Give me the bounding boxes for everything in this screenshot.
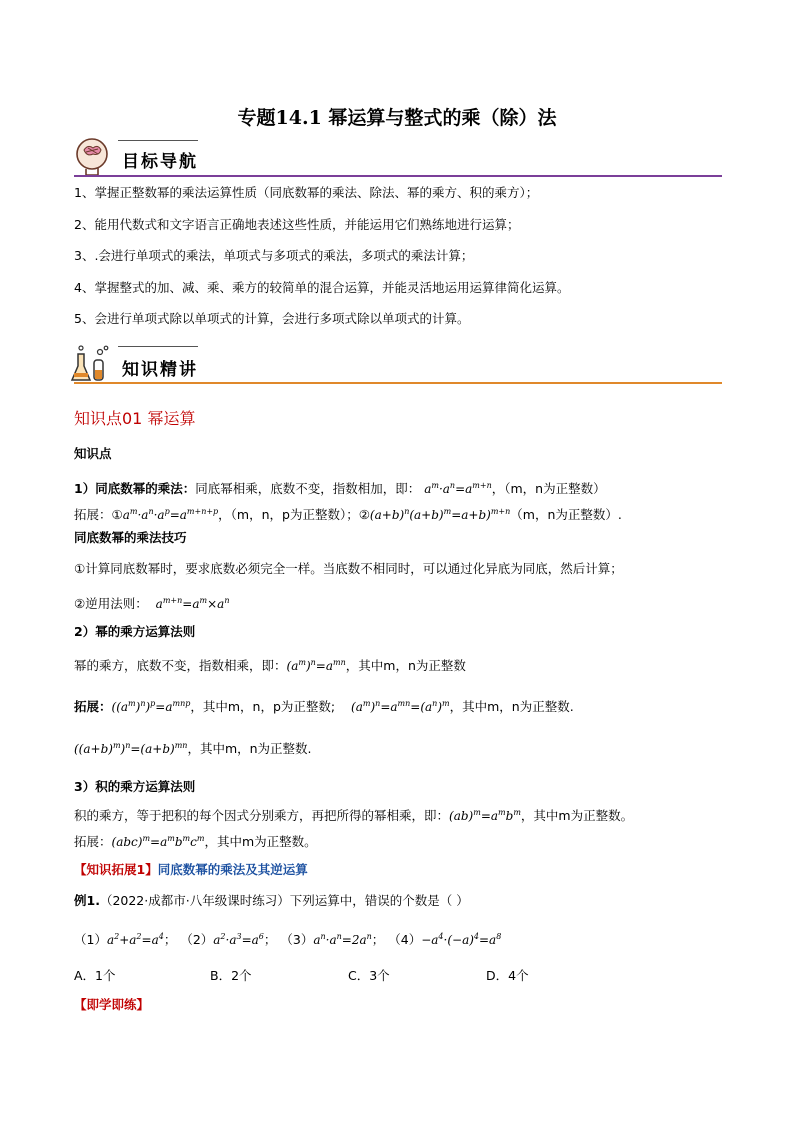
example-1-item-1 (74, 932, 164, 947)
rule-2-formula: $(a^m)^n=a^{mn}$ (286, 658, 346, 673)
rule-1-formula: $a^m\cdot a^n=a^{m+n}$ (424, 481, 492, 496)
item-3-label: （3） (280, 932, 314, 947)
flask-icon (70, 344, 114, 384)
rule-2-head: 2）幂的乘方运算法则 (74, 624, 196, 639)
example-1-text: 下列运算中，错误的个数是（ ） (289, 893, 469, 908)
rule-2-extension-b (74, 738, 312, 757)
example-1-items: $(1)a^2+a^2=a^4$； $(2)a^2\cdot a^3=a^6$； $(3)a^n\cdot a^n=2a^n$； $(4)-a^4\cdot(-a)^4=a^8$ (74, 932, 502, 947)
example-1-item-3 (280, 932, 371, 947)
rule-2-ext-formula-2: $(a^m)^n=a^{mn}=(a^n)^m$ (351, 699, 450, 714)
rule-1-ext-head: 拓展：① (74, 507, 123, 522)
rule-2-ext-cond-1: ，其中m，n，p为正整数; (190, 699, 336, 714)
rule-2-extension (74, 696, 574, 715)
goal-item-1: 1、掌握正整数幂的乘法运算性质（同底数幂的乘法、除法、幂的乘方、积的乘方）； (74, 185, 539, 200)
option-a[interactable]: A．1个 (74, 968, 116, 983)
rule-2-condition: ，其中m，n为正整数 (345, 658, 466, 673)
rule-3-product-power (74, 805, 633, 824)
goal-item-3: 3、.会进行单项式的乘法，单项式与多项式的乘法，多项式的乘法计算； (74, 248, 474, 263)
tips-heading: 同底数幂的乘法技巧 (74, 530, 187, 545)
tip-2 (74, 593, 229, 612)
knowledge-section-rule (74, 382, 722, 384)
item-1-formula: $a^2+a^2=a^4$ (106, 932, 164, 947)
item-2-formula: $a^2\cdot a^3=a^6$ (213, 932, 264, 947)
practice-label: 【即学即练】 (74, 997, 150, 1012)
rule-1-text: 同底幂相乘，底数不变，指数相加，即： (195, 481, 421, 496)
rule-2-ext-cond-3: ，其中m，n为正整数. (187, 741, 312, 756)
example-1-item-2 (180, 932, 264, 947)
extension-1-heading (74, 862, 308, 878)
rule-3-head: 3）积的乘方运算法则 (74, 779, 196, 794)
rule-3-formula: $(ab)^m=a^mb^m$ (449, 808, 521, 823)
rule-1-ext-formula-2: $(a+b)^n(a+b)^m=a+b)^{m+n}$ (369, 507, 511, 522)
rule-3-ext-head: 拓展： (74, 834, 112, 849)
option-d[interactable]: D．4个 (486, 968, 529, 983)
option-b[interactable]: B．2个 (210, 968, 252, 983)
goal-item-2: 2、能用代数式和文字语言正确地表述这些性质，并能运用它们熟练地进行运算； (74, 217, 520, 232)
brain-icon (74, 136, 112, 176)
rule-1-extension (74, 504, 622, 523)
goals-top-rule (118, 140, 198, 141)
rule-1-head: 1）同底数幂的乘法： (74, 481, 196, 496)
rule-1-product (74, 478, 606, 497)
rule-3-text: 积的乘方，等于把积的每个因式分别乘方，再把所得的幂相乘，即： (74, 808, 450, 823)
option-c[interactable]: C．3个 (348, 968, 390, 983)
example-1-label: 例1. (74, 893, 100, 908)
extension-1-label: 【知识拓展1】 (74, 862, 158, 877)
rule-2-power (74, 655, 466, 674)
rule-1-condition: ，（m，n为正整数） (491, 481, 606, 496)
item-3-formula: $a^n\cdot a^n=2a^n$ (313, 932, 372, 947)
page-title: 专题14.1 幂运算与整式的乘（除）法 (237, 107, 557, 129)
goal-item-4: 4、掌握整式的加、减、乘、乘方的较简单的混合运算，并能灵活地运用运算律简化运算。 (74, 280, 570, 295)
goal-item-5: 5、会进行单项式除以单项式的计算，会进行多项式除以单项式的计算。 (74, 311, 470, 326)
rule-2-ext-cond-2: ，其中m，n为正整数. (449, 699, 574, 714)
example-1-source: （2022·成都市·八年级课时练习） (99, 893, 290, 908)
rule-3-condition: ，其中m为正整数。 (520, 808, 634, 823)
item-2-label: （2） (180, 932, 214, 947)
rule-2-ext-formula-3: $((a+b)^m)^n=(a+b)^{mn}$ (74, 741, 188, 756)
rule-1-ext-cond-2: （m，n为正整数）. (510, 507, 622, 522)
goals-section-label: 目标导航 (122, 152, 198, 172)
rule-2-text: 幂的乘方，底数不变，指数相乘，即： (74, 658, 287, 673)
item-4-formula: $-a^4\cdot(-a)^4=a^8$ (421, 932, 502, 947)
rule-2-ext-formula-1: $((a^m)^n)^p=a^{mnp}$ (111, 699, 191, 714)
item-4-label: （4） (388, 932, 422, 947)
knowledge-point-title: 知识点01 幂运算 (74, 409, 196, 428)
knowledge-point-label: 知识点 (74, 446, 112, 461)
rule-3-ext-formula: $(abc)^m=a^mb^mc^m$ (111, 834, 205, 849)
tip-2-formula: $a^{m+n}=a^m\times a^n$ (155, 596, 230, 611)
rule-2-ext-head: 拓展： (74, 699, 112, 714)
tip-1: ①计算同底数幂时，要求底数必须完全一样。当底数不相同时，可以通过化异底为同底，然后计算； (74, 561, 623, 576)
rule-3-extension (74, 831, 317, 850)
rule-1-ext-cond-1: ，（m，n，p为正整数）；② (218, 507, 370, 522)
item-1-label: （1） (74, 932, 107, 947)
example-1-question (74, 893, 469, 909)
rule-3-ext-condition: ，其中m为正整数。 (204, 834, 317, 849)
example-1-item-4 (388, 932, 501, 947)
knowledge-top-rule (118, 346, 198, 347)
tip-2-text: ②逆用法则： (74, 596, 148, 611)
knowledge-section-label: 知识精讲 (122, 360, 198, 380)
rule-1-ext-formula-1: $a^m\cdot a^n\cdot a^p=a^{m+n+p}$ (122, 507, 219, 522)
goals-section-rule (74, 175, 722, 177)
extension-1-text: 同底数幂的乘法及其逆运算 (157, 862, 308, 877)
